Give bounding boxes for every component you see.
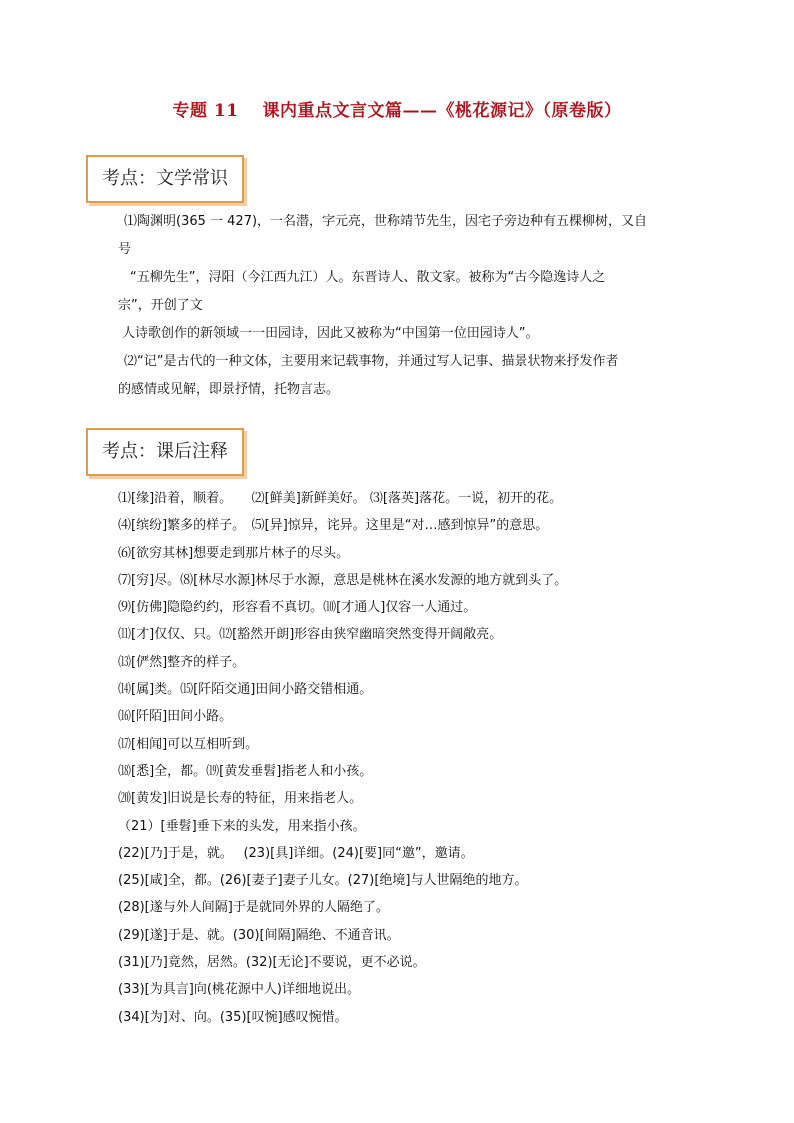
- list-item: (34)[为]对、向。(35)[叹惋]感叹惋惜。: [118, 1009, 348, 1025]
- list-item: (25)[咸]全，都。(26)[妻子]妻子儿女。(27)[绝境]与人世隔绝的地方。: [118, 873, 528, 889]
- text-line: ⑵“记”是古代的一种文体，主要用来记载事物，并通过写人记事、描景状物来抒发作者: [124, 354, 619, 369]
- section-heading-literature: 考点：文学常识: [86, 155, 244, 203]
- list-item: (31)[乃]竟然，居然。(32)[无论]不要说，更不必说。: [118, 955, 426, 971]
- topic-number: 专题 11: [172, 101, 239, 121]
- list-item: ⑼[仿佛]隐隐约约，形容看不真切。⑽[才通人]仅容一人通过。: [118, 600, 477, 616]
- list-item: （21）[垂髫]垂下来的头发，用来指小孩。: [118, 818, 366, 834]
- text-line: 人诗歌创作的新领域一一田园诗，因此又被称为“中国第一位田园诗人”。: [122, 326, 539, 341]
- list-item: ⒁[属]类。⒂[阡陌交通]田间小路交错相通。: [118, 682, 373, 698]
- text-line: 的感情或见解，即景抒情，托物言志。: [118, 382, 340, 397]
- topic-title: 课内重点文言文篇——《桃花源记》（原卷版）: [262, 101, 622, 121]
- list-item: ⑺[穷]尽。⑻[林尽水源]林尽于水源，意思是桃林在溪水发源的地方就到头了。: [118, 572, 568, 588]
- list-item: ⒇[黄发]旧说是长寿的特征，用来指老人。: [118, 791, 363, 807]
- annotation-list: [118, 485, 698, 1031]
- text-line: 号: [118, 242, 132, 257]
- list-item: ⑷[缤纷]繁多的样子。 ⑸[异]惊异，诧异。这里是“对…感到惊异”的意思。: [118, 518, 549, 534]
- list-item: ⑹[欲穷其林]想要走到那片林子的尽头。: [118, 545, 350, 561]
- text-line: 宗”，开创了文: [118, 298, 203, 313]
- list-item: ⑾[才]仅仅、只。⑿[豁然开朗]形容由狭窄幽暗突然变得开阔敞亮。: [118, 627, 503, 643]
- text-line: ⑴陶渊明(365 一 427)，一名潜，字元亮，世称靖节先生，因宅子旁边种有五棵柳树，又自: [124, 214, 648, 229]
- list-item: (22)[乃]于是，就。 (23)[具]详细。(24)[要]同“邀”，邀请。: [118, 845, 474, 861]
- list-item: ⒅[悉]全，都。⒆[黄发垂髫]指老人和小孩。: [118, 763, 373, 779]
- text-line: “五柳先生”，浔阳（今江西九江）人。东晋诗人、散文家。被称为“古今隐逸诗人之: [130, 270, 606, 285]
- section-heading-notes: 考点：课后注释: [86, 428, 244, 476]
- list-item: ⑴[缘]沿着，顺着。 ⑵[鲜美]新鲜美好。 ⑶[落英]落花。一说，初开的花。: [118, 491, 563, 506]
- list-item: ⒀[俨然]整齐的样子。: [118, 654, 246, 670]
- list-item: (33)[为具言]向(桃花源中人)详细地说出。: [118, 982, 360, 998]
- list-item: ⒄[相闻]可以互相听到。: [118, 736, 259, 752]
- literature-paragraph: [118, 208, 678, 404]
- list-item: (29)[遂]于是、就。(30)[间隔]隔绝、不通音讯。: [118, 927, 400, 943]
- list-item: ⒃[阡陌]田间小路。: [118, 709, 233, 725]
- page-title: [0, 96, 794, 121]
- list-item: (28)[遂与外人间隔]于是就同外界的人隔绝了。: [118, 900, 389, 916]
